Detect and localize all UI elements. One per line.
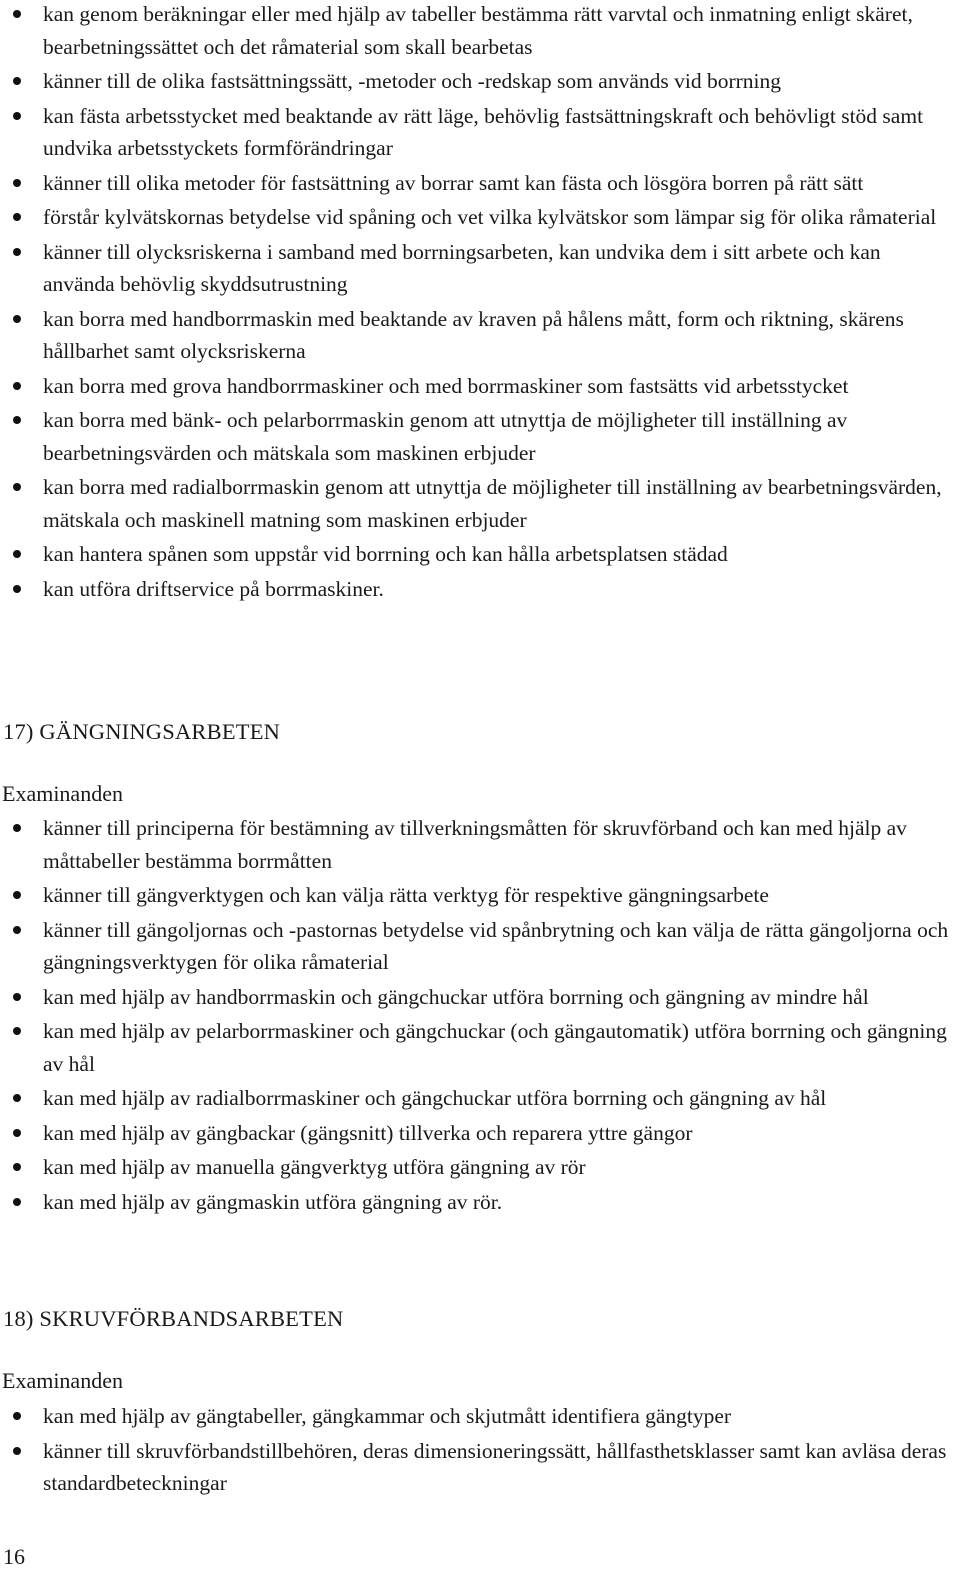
list-item: [0, 1186, 960, 1219]
list-item: [0, 1400, 960, 1433]
list-item: [0, 812, 960, 877]
list-item: [0, 167, 960, 200]
page-number: 16: [3, 1544, 25, 1569]
list-item: [0, 573, 960, 606]
list-item: [0, 65, 960, 98]
list-item-text: känner till gängoljornas och -pastornas betydelse vid spånbrytning och kan välja de rätta gängoljorna och gängningsverktygen för olika råmaterial: [43, 917, 949, 974]
bullet-icon: [13, 483, 21, 491]
list-item-text: kan borra med grova handborrmaskiner och med borrmaskiner som fastsätts vid arbetsstycket: [43, 373, 849, 398]
list-item: [0, 1015, 960, 1080]
list-item-text: kan hantera spånen som uppstår vid borrning och kan hålla arbetsplatsen städad: [43, 542, 728, 566]
bullet-icon: [13, 213, 21, 221]
bullet-icon: [13, 248, 21, 256]
bullet-icon: [13, 77, 21, 85]
list-item-text: känner till skruvförbandstillbehören, deras dimensioneringssätt, hållfasthetsklasser samt kan avläsa deras standardbeteckningar: [43, 1438, 947, 1495]
list-item: [0, 1151, 960, 1184]
list-item: [0, 201, 960, 234]
list-item: [0, 100, 960, 165]
list-item-text: kan med hjälp av handborrmaskin och gängchuckar utföra borrning och gängning av mindre hål: [43, 984, 869, 1009]
list-item: [0, 879, 960, 912]
list-item: [0, 404, 960, 469]
list-item-text: förstår kylvätskornas betydelse vid spåning och vet vilka kylvätskor som lämpar sig för olika råmaterial: [43, 205, 937, 229]
bullet-icon: [13, 824, 21, 832]
list-item-text: känner till de olika fastsättningssätt, -metoder och -redskap som används vid borrning: [43, 69, 781, 93]
bullet-icon: [13, 585, 21, 593]
section-heading-18: 18) SKRUVFÖRBANDSARBETEN: [3, 1306, 344, 1331]
bullet-icon: [13, 1163, 21, 1171]
list-item: [0, 538, 960, 571]
list-item-text: kan fästa arbetsstycket med beaktande av rätt läge, behövlig fastsättningskraft och behövligt stöd samt undvika arbetsstyckets formförändringar: [43, 103, 924, 160]
list-item: [0, 303, 960, 368]
list-item-text: känner till olycksriskerna i samband med borrningsarbeten, kan undvika dem i sitt arbete och kan använda behövlig skyddsutrustning: [43, 239, 881, 296]
section-17-bullet-list: [0, 812, 960, 1220]
list-item-text: kan med hjälp av gängmaskin utföra gängning av rör.: [43, 1189, 503, 1214]
list-item: [0, 471, 960, 536]
list-item-text: kan borra med bänk- och pelarborrmaskin genom att utnyttja de möjligheter till inställning av bearbetningsvärden och mätskala som maskinen erbjuder: [43, 408, 848, 465]
bullet-icon: [13, 891, 21, 899]
bullet-icon: [13, 1412, 21, 1420]
list-item: [0, 981, 960, 1014]
list-item-text: känner till gängverktygen och kan välja rätta verktyg för respektive gängningsarbete: [43, 883, 769, 907]
examinee-label: Examinanden: [2, 1368, 123, 1393]
list-item: [0, 914, 960, 979]
list-item-text: känner till olika metoder för fastsättning av borrar samt kan fästa och lösgöra borren på rätt sätt: [43, 170, 864, 195]
section-heading-17: 17) GÄNGNINGSARBETEN: [3, 719, 281, 744]
list-item: [0, 370, 960, 403]
bullet-icon: [13, 1094, 21, 1102]
list-item-text: kan genom beräkningar eller med hjälp av tabeller bestämma rätt varvtal och inmatning enligt skäret, bearbetningssättet och det råmaterial som skall bearbetas: [43, 2, 913, 59]
bullet-icon: [13, 382, 21, 390]
list-item-text: kan med hjälp av radialborrmaskiner och gängchuckar utföra borrning och gängning av hål: [43, 1086, 827, 1110]
list-item-text: kan utföra driftservice på borrmaskiner.: [43, 576, 384, 601]
list-item: [0, 1117, 960, 1150]
list-item: [0, 1082, 960, 1115]
bullet-icon: [13, 926, 21, 934]
bullet-icon: [13, 993, 21, 1001]
bullet-icon: [13, 416, 21, 424]
list-item: [0, 0, 960, 63]
list-item: [0, 236, 960, 301]
list-item-text: kan med hjälp av gängbackar (gängsnitt) tillverka och reparera yttre gängor: [43, 1120, 693, 1145]
list-item: [0, 1435, 960, 1500]
list-item-text: kan borra med handborrmaskin med beaktande av kraven på hålens mått, form och riktning, skärens hållbarhet samt olycksriskerna: [43, 306, 904, 363]
list-item-text: kan borra med radialborrmaskin genom att utnyttja de möjligheter till inställning av bearbetningsvärden, mätskala och maskinell matning som maskinen erbjuder: [43, 475, 942, 532]
list-item-text: kan med hjälp av pelarborrmaskiner och gängchuckar (och gängautomatik) utföra borrning och gängning av hål: [43, 1019, 947, 1076]
bullet-icon: [13, 1129, 21, 1137]
intro-bullet-list: [0, 0, 960, 607]
section-18-bullet-list: [0, 1400, 960, 1502]
bullet-icon: [13, 10, 21, 18]
list-item-text: kan med hjälp av gängtabeller, gängkammar och skjutmått identifiera gängtyper: [43, 1404, 732, 1428]
bullet-icon: [13, 315, 21, 323]
bullet-icon: [13, 550, 21, 558]
list-item-text: känner till principerna för bestämning av tillverkningsmåtten för skruvförband och kan med hjälp av måttabeller bestämma borrmåtten: [43, 816, 907, 873]
bullet-icon: [13, 1447, 21, 1455]
bullet-icon: [13, 1198, 21, 1206]
examinee-label: Examinanden: [2, 781, 123, 806]
list-item-text: kan med hjälp av manuella gängverktyg utföra gängning av rör: [43, 1155, 586, 1179]
bullet-icon: [13, 1027, 21, 1035]
bullet-icon: [13, 179, 21, 187]
bullet-icon: [13, 112, 21, 120]
